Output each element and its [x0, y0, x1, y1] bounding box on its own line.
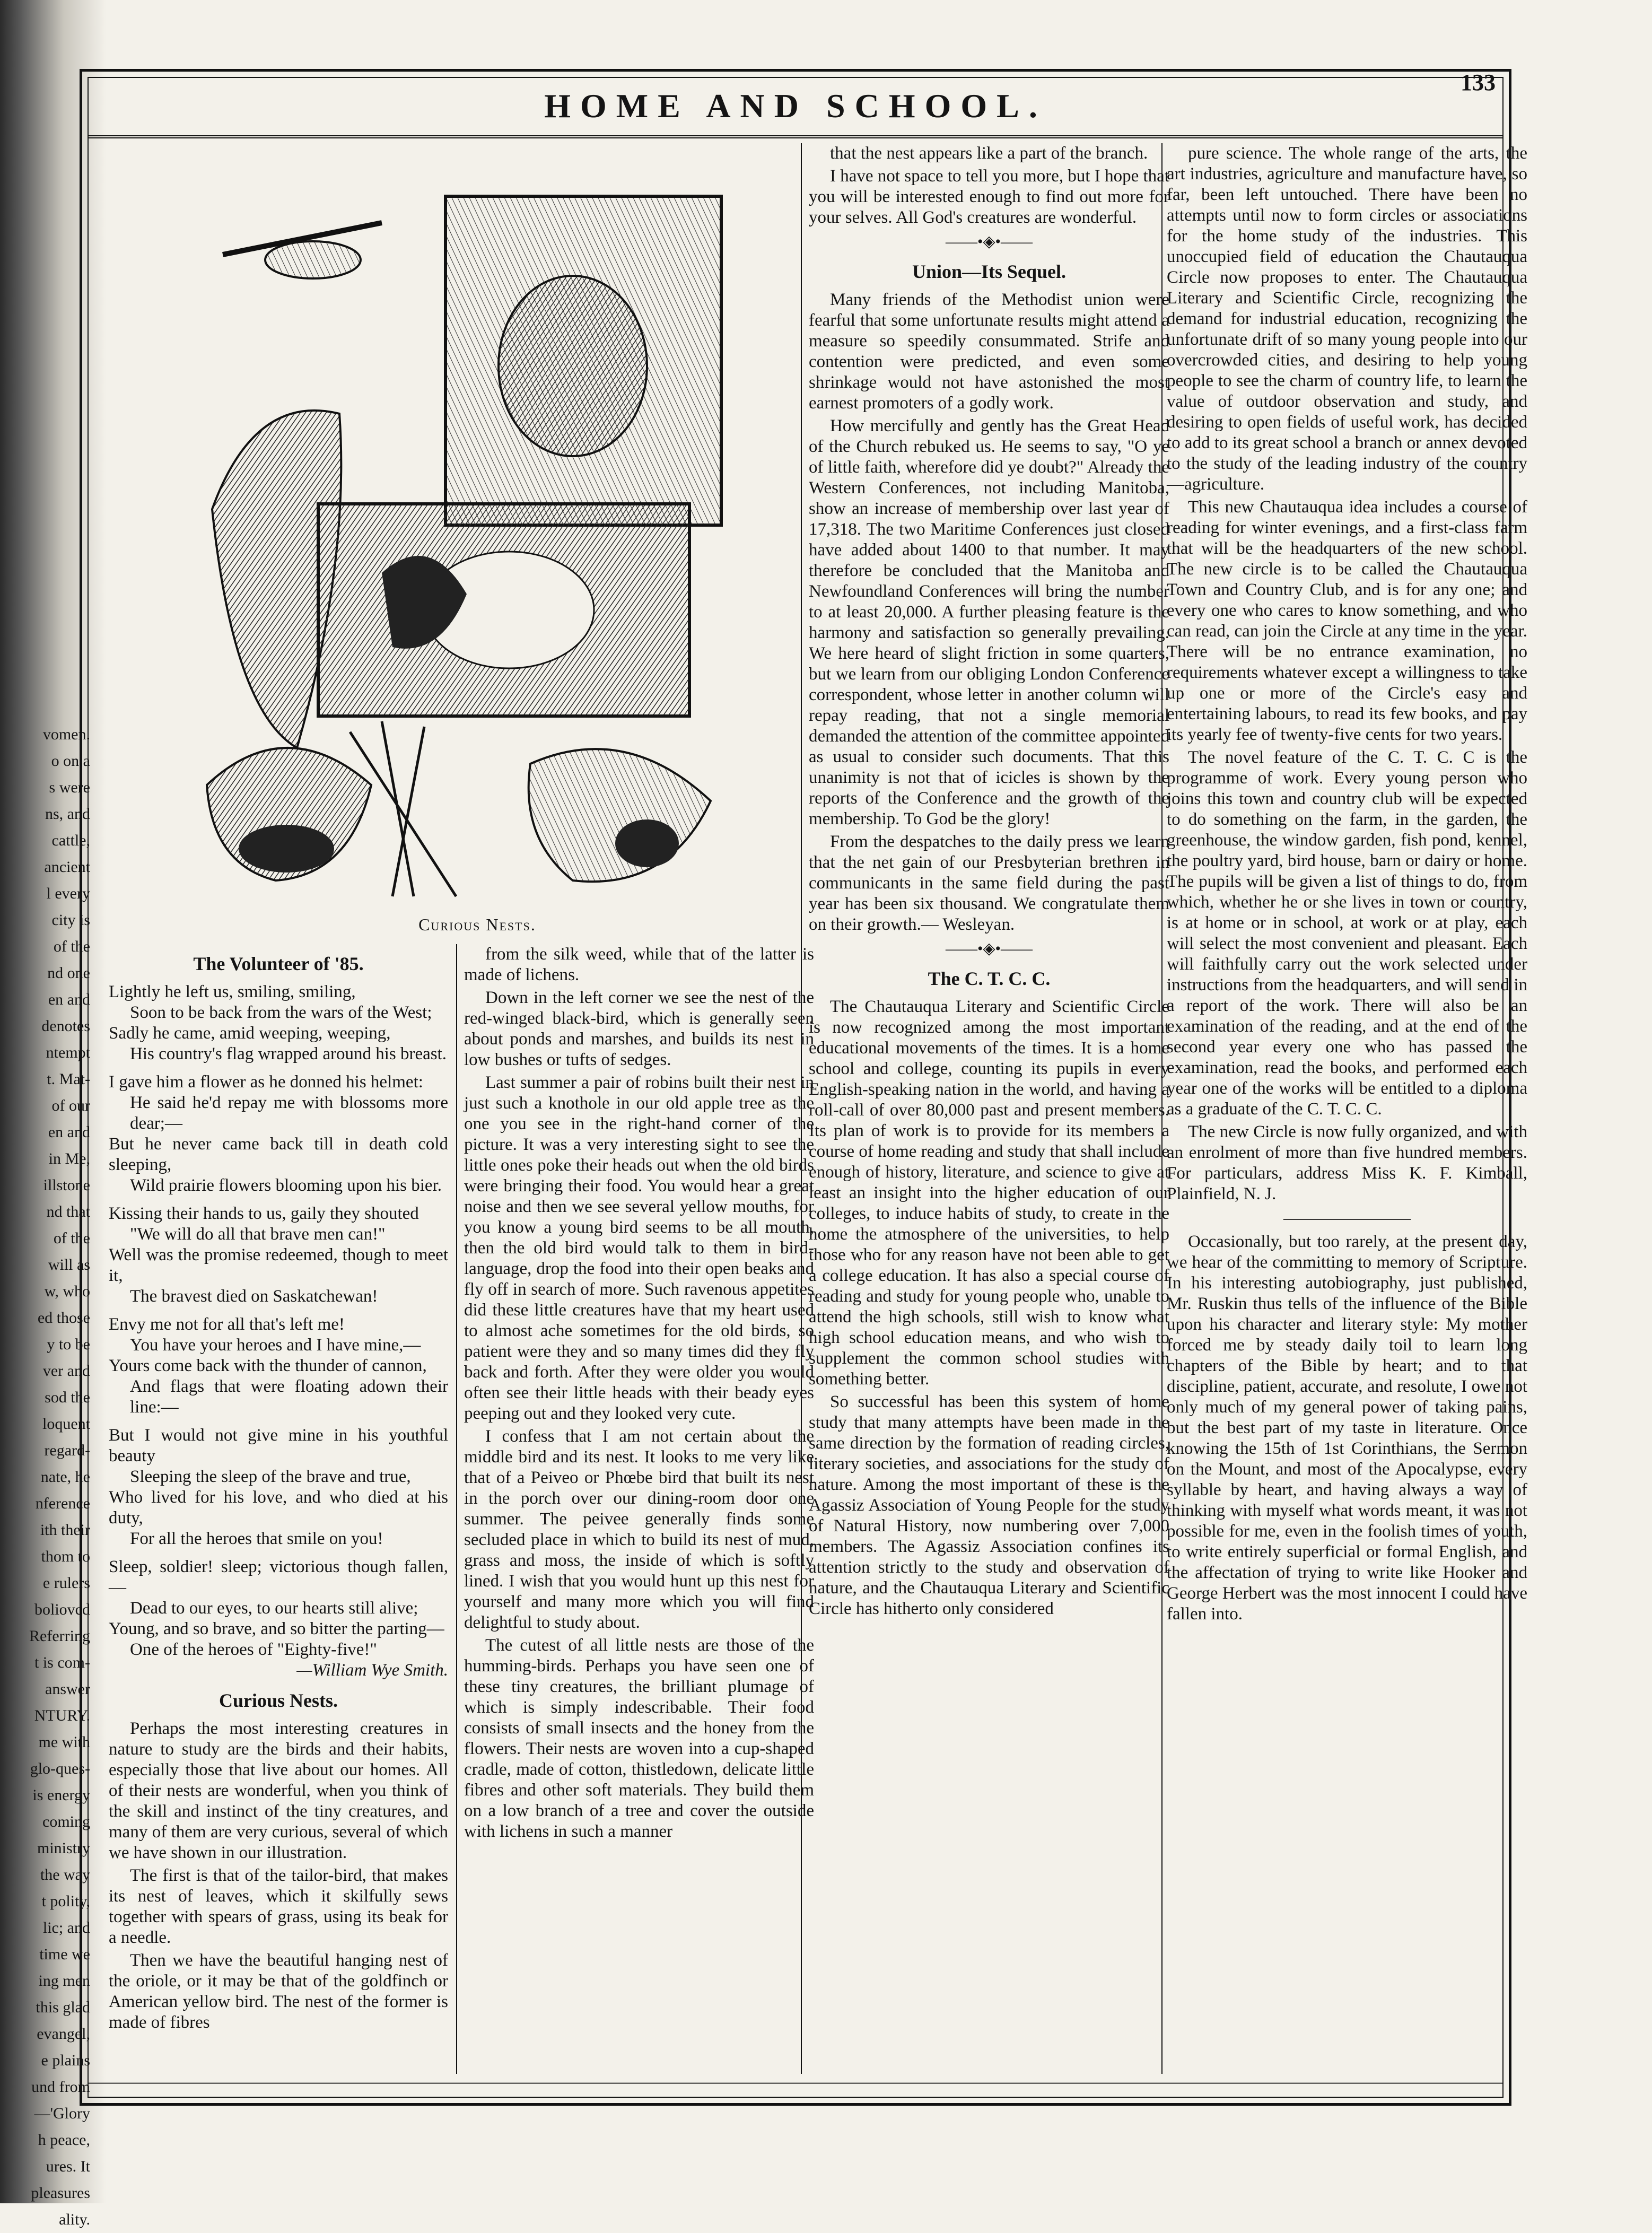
poem-line: Sleeping the sleep of the brave and true,	[130, 1467, 411, 1486]
paragraph: pure science. The whole range of the arts, the art industries, agriculture and manufacture have, so far, been left untouched. There have been no attempts until now to form circles or associations for the home study of the industries. This unoccupied field of education the Chautauqua Circle now proposes to enter. The Chautauqua Literary and Scientific Circle, recognizing the demand for industrial education, recognizing the unfortunate drift of so many young people into our overcrowded cities, and desiring to help young people to see the charm of country life, to learn the value of outdoor observation and study, and desiring to open fields of useful work, has decided to add to its great school a branch or annex devoted to the study of the leading industry of the country—agriculture.	[1167, 144, 1527, 494]
page-number: 133	[1461, 69, 1496, 95]
prev-page-fragment: glo-ques-	[30, 1760, 90, 1777]
paragraph: Last summer a pair of robins built their nest in just such a knothole in our old apple tree as the one you see in the right-hand corner of the picture. It was a very interesting sight to see the little ones poke their heads out when the old birds were bringing their food. You would hear a great noise and then we see several yellow mouths, for you know a young bird seems to be all mouth, then the old bird would talk to them in bird-language, drop the food into their open beaks and fly off in search of more. Such ravenous appetites did these little creatures have that my heart used to almost ache sometimes for the old birds, so patient were they and so many times did they fly back and forth. After they were older you would often see their little heads with their beady eyes peeping out and they looked very cute.	[464, 1073, 814, 1423]
prev-page-fragment: loquent	[42, 1415, 90, 1433]
poem-line: Sadly he came, amid weeping, weeping,	[109, 1024, 391, 1043]
union-title: Union—Its Sequel.	[912, 261, 1067, 282]
prev-page-fragment: ures. It	[46, 2158, 90, 2175]
prev-page-fragment: vomen.	[42, 726, 90, 743]
section-divider-ornament: ——•◈•——	[945, 940, 1033, 957]
poem-line: Dead to our eyes, to our hearts still alive;	[130, 1599, 418, 1618]
prev-page-fragment: of the	[53, 1229, 90, 1247]
paragraph: So successful has been this system of home study that many attempts have been made in the same direction by the formation of reading circles, literary societies, and associations for the study of nature. Among the most important of these is the Agassiz Association of Young People for the study of Natural History, now numbering over 7,000 members. The Agassiz Association confines its attention strictly to the study and observation of nature, and the Chautauqua Literary and Scientific Circle has hitherto only considered	[809, 1392, 1169, 1618]
paragraph: The novel feature of the C. T. C. C is the programme of work. Every young person who joins this town and country club will be expected to do something on the farm, in the garden, the greenhouse, the window garden, fish pond, kennel, the poultry yard, bird house, barn or dairy or home. The pupils will be given a list of things to do, from which, whether he or she lives in town or country, is at home or in school, at work or at play, each will select the most convenient and pleasant. Each will faithfully carry out the work selected under instructions from the headquarters, and will send in a report of the work. There will also be an examination of the reading, and at the end of the second year every one who has passed the examination, read the books, and performed each year one of the works will be entitled to a diploma as a graduate of the C. T. C. C.	[1167, 748, 1527, 1119]
previous-page-fragments	[0, 721, 90, 2228]
prev-page-fragment: will as	[48, 1256, 90, 1273]
ctcc-body-2	[1167, 143, 1527, 1205]
poem-line: Who lived for his love, and who died at his duty,	[109, 1488, 448, 1528]
curious-nests-illustration	[191, 191, 742, 907]
column-divider	[456, 944, 457, 2074]
prev-page-fragment: ith their	[40, 1521, 90, 1539]
paragraph: Down in the left corner we see the nest of the red-winged black-bird, which is generally seen about ponds and marshes, and builds its nest in low bushes or tufts of sedges.	[464, 988, 814, 1069]
prev-page-fragment: lic; and	[42, 1919, 90, 1937]
prev-page-fragment: boliovcd	[34, 1601, 90, 1618]
prev-page-fragment: is energy	[32, 1786, 90, 1804]
prev-page-fragment: l every	[46, 885, 90, 902]
poem-line: You have your heroes and I have mine,—	[130, 1336, 421, 1355]
paragraph: Perhaps the most interesting creatures in nature to study are the birds and their habits, especially those that live about our homes. All of their nests are wonderful, when you think of the skill and instinct of the tiny creatures, and many of them are very curious, several of which we have shown in our illustration.	[109, 1719, 448, 1862]
poem-line: Yours come back with the thunder of cannon,	[109, 1356, 427, 1375]
prev-page-fragment: sod the	[45, 1389, 90, 1406]
ctcc-title: The C. T. C. C.	[928, 968, 1051, 989]
prev-page-fragment: NTURY.	[34, 1707, 90, 1724]
paragraph: The first is that of the tailor-bird, that makes its nest of leaves, which it skilfully sews together with spears of grass, using its beak for a needle.	[109, 1866, 448, 1947]
prev-page-fragment: e rulers	[42, 1574, 90, 1592]
prev-page-fragment: denotes	[41, 1017, 90, 1035]
prev-page-fragment: ntempt	[46, 1044, 90, 1061]
prev-page-fragment: cattle,	[51, 832, 90, 849]
poem-line: He said he'd repay me with blossoms more dear;—	[130, 1093, 448, 1133]
prev-page-fragment: coming	[42, 1813, 90, 1830]
volunteer-poem	[109, 982, 448, 1660]
prev-page-fragment: pleasures	[31, 2184, 90, 2202]
prev-page-fragment: answer	[45, 1680, 90, 1698]
poem-line	[109, 1196, 448, 1203]
prev-page-fragment: ed those	[37, 1309, 90, 1327]
nests-body-2	[464, 944, 814, 1842]
poem-line: Sleep, soldier! sleep; victorious though fallen,—	[109, 1557, 448, 1597]
poem-signature: —William Wye Smith.	[296, 1661, 448, 1680]
paragraph: Many friends of the Methodist union were fearful that some unfortunate results might attend a measure so speedily consummated. Strife and contention were predicted, and even some shrinkage would not have astonished the most earnest promoters of a godly work.	[809, 290, 1169, 413]
occasionally-paragraph: Occasionally, but too rarely, at the present day, we hear of the committing to memory of Scripture. In his interesting autobiography, just published, Mr. Ruskin thus tells of the influence of the Bible upon his character and literary style: My mother forced me by steady daily toil to learn long chapters of the Bible by heart; and to that discipline, patient, accurate, and resolute, I owe not only much of my general power of taking pains, but the best part of my taste in literature. Once knowing the 15th of 1st Corinthians, the Sermon on the Mount, and most of the Apocalypse, every syllable by heart, and having always a way of thinking with myself what words meant, it was not possible for me, even in the foolish times of youth, to write entirely superficial or formal English, and the affectation of trying to write like Hooker and George Herbert was the most innocent I could have fallen into.	[1167, 1232, 1527, 1624]
prev-page-fragment: ver and	[42, 1362, 90, 1380]
poem-line: The bravest died on Saskatchewan!	[130, 1287, 378, 1306]
prev-page-fragment: time we	[39, 1946, 90, 1963]
poem-line: Wild prairie flowers blooming upon his bier.	[130, 1176, 442, 1195]
paragraph: From the despatches to the daily press we learn that the net gain of our Presbyterian brethren in communicants in the same field during the past year has been six thousand. We congratulate them on their growth.— Wesleyan.	[809, 832, 1169, 934]
prev-page-fragment: thom to	[41, 1548, 90, 1565]
poem-line	[109, 1549, 448, 1557]
prev-page-fragment: —'Glory	[34, 2105, 90, 2122]
prev-page-fragment: y to be	[47, 1336, 90, 1353]
paragraph: I have not space to tell you more, but I hope that you will be interested enough to find out more for your selves. All God's creatures are wonderful.	[809, 167, 1169, 227]
poem-line: Kissing their hands to us, gaily they shouted	[109, 1204, 419, 1223]
prev-page-fragment: e plains	[41, 2052, 90, 2069]
paragraph: that the nest appears like a part of the branch.	[830, 144, 1148, 163]
prev-page-fragment: und from	[31, 2078, 90, 2096]
poem-line: Lightly he left us, smiling, smiling,	[109, 982, 356, 1001]
nests-body-1	[109, 1719, 448, 2033]
prev-page-fragment: Referring	[29, 1627, 90, 1645]
prev-page-fragment: of our	[51, 1097, 90, 1114]
poem-line: For all the heroes that smile on you!	[130, 1529, 383, 1548]
union-body	[809, 290, 1169, 935]
paragraph: The Chautauqua Literary and Scientific Circle is now recognized among the most important educational movements of the times. It is a home school and college, counting its pupils in every English-speaking nation in the world, and having a roll-call of over 80,000 past and present members. Its plan of work is to provide for its members a course of home reading and study that shall include enough of history, literature, and science to give at least an insight into the higher education of our colleges, to induce habits of study, to create in the home the atmosphere of the universities, to help those who for any reason have not been able to get a college education. It has also a special course of reading and study for young people who, unable to attend the high schools, still wish to know what high school education means, and who wish to supplement the common school studies with something better.	[809, 997, 1169, 1389]
nests-body-3	[809, 143, 1169, 228]
prev-page-fragment: ancient	[44, 858, 90, 876]
poem-line: And flags that were floating adown their line:—	[130, 1377, 448, 1417]
volunteer-title: The Volunteer of '85.	[193, 953, 364, 974]
prev-page-fragment: in Me,	[48, 1150, 90, 1167]
prev-page-fragment: h peace,	[38, 2131, 90, 2149]
column-2	[464, 944, 814, 1844]
prev-page-fragment: ality.	[59, 2211, 90, 2228]
poem-line: But he never came back till in death cold sleeping,	[109, 1135, 448, 1174]
column-1	[109, 944, 448, 2035]
poem-line: One of the heroes of "Eighty-five!"	[130, 1640, 377, 1659]
nests-title: Curious Nests.	[218, 1690, 338, 1711]
poem-line	[109, 1307, 448, 1314]
prev-page-fragment: t polity,	[41, 1892, 90, 1910]
prev-page-fragment: s were	[49, 779, 90, 796]
poem-line: Envy me not for all that's left me!	[109, 1315, 345, 1334]
illustration-caption: Curious Nests.	[418, 915, 536, 934]
prev-page-fragment: city is	[51, 911, 90, 929]
prev-page-fragment: w, who	[44, 1283, 90, 1300]
prev-page-fragment: illstone	[43, 1176, 90, 1194]
prev-page-fragment: nate, he	[40, 1468, 90, 1486]
prev-page-fragment: of the	[53, 938, 90, 955]
section-divider-ornament: ——•◈•——	[945, 233, 1033, 250]
masthead: HOME AND SCHOOL.	[544, 87, 1047, 125]
prev-page-fragment: ing men	[38, 1972, 90, 1990]
prev-page-fragment: o on a	[51, 752, 90, 770]
prev-page-fragment: en and	[48, 991, 90, 1008]
poem-line	[109, 1418, 448, 1425]
masthead-rule	[88, 135, 1504, 138]
paragraph: I confess that I am not certain about the middle bird and its nest. It looks to me very like that of a Peiveo or Phœbe bird that built its nest in the porch over our dining-room door one summer. The peivee generally finds some secluded place in which to build its nest of mud, grass and moss, the inside of which is softly lined. I wish that you would hunt up this nest for yourself and many more which you will find delightful to study about.	[464, 1427, 814, 1632]
prev-page-fragment: evangel,	[37, 2025, 90, 2043]
page-bottom-rule	[88, 2082, 1504, 2084]
paragraph: from the silk weed, while that of the latter is made of lichens.	[464, 945, 814, 984]
ctcc-body-1	[809, 997, 1169, 1619]
poem-line: Soon to be back from the wars of the West;	[130, 1003, 432, 1022]
poem-line: "We will do all that brave men can!"	[130, 1225, 386, 1244]
column-4	[1167, 143, 1527, 1625]
prev-page-fragment: ministry	[37, 1839, 90, 1857]
prev-page-fragment: this glad	[36, 1999, 90, 2016]
prev-page-fragment: nd that	[46, 1203, 90, 1220]
prev-page-fragment: nference	[35, 1495, 90, 1512]
paragraph: This new Chautauqua idea includes a course of reading for winter evenings, and a first-class farm that will be the headquarters of the new school. The new circle is to be called the Chautauqua Town and Country Club, and is for any one; and every one who cares to know something, and who can read, can join the Circle at any time in the year. There will be no entrance examination, no requirements whatever except a willingness to take up one or more of the Circle's easy and entertaining labours, to read its few books, and pay its yearly fee of twenty-five cents for two years.	[1167, 498, 1527, 744]
prev-page-fragment: me with	[38, 1733, 90, 1751]
poem-line	[109, 1065, 448, 1072]
poem-line: His country's flag wrapped around his breast.	[130, 1044, 447, 1063]
paragraph: The cutest of all little nests are those of the humming-birds. Perhaps you have seen one of these tiny creatures, the brilliant plumage of which is simply indescribable. Their food consists of small insects and the honey from the flowers. Their nests are woven into a cup-shaped cradle, made of cotton, thistledown, delicate little fibres and other soft materials. They build them on a low branch of a tree and cover the outside with lichens in such a manner	[464, 1636, 814, 1841]
poem-line: Well was the promise redeemed, though to meet it,	[109, 1245, 448, 1285]
poem-line: I gave him a flower as he donned his helmet:	[109, 1072, 423, 1092]
section-divider-rule: ————————	[1283, 1209, 1411, 1227]
column-3	[809, 143, 1169, 1621]
prev-page-fragment: ns, and	[45, 805, 90, 823]
prev-page-fragment: t. Mat-	[47, 1070, 90, 1088]
poem-line: But I would not give mine in his youthful beauty	[109, 1426, 448, 1466]
prev-page-fragment: regard-	[44, 1442, 90, 1459]
paragraph: Then we have the beautiful hanging nest of the oriole, or it may be that of the goldfinch or American yellow bird. The nest of the former is made of fibres	[109, 1951, 448, 2032]
prev-page-fragment: t is com-	[34, 1654, 90, 1671]
prev-page-fragment: the way	[40, 1866, 90, 1883]
paragraph: How mercifully and gently has the Great Head of the Church rebuked us. He seems to say, "O ye of little faith, wherefore did ye doubt?" Already the Western Conferences, not including Manitoba, show an increase of membership over last year of 17,318. The two Maritime Conferences just closed have added about 1400 to that number. It may therefore be concluded that the Manitoba and Newfoundland Conferences will bring the number to at least 20,000. A further pleasing feature is the harmony and satisfaction so generally prevailing. We here heard of slight friction in some quarters, but we learn from our obliging London Conference correspondent, whose letter in another column will repay reading, that not a single memorial demanded the attention of the committee appointed as usual to consider such documents. That this unanimity is not that of icicles is shown by the reports of the Conference and the growth of the membership. To God be the glory!	[809, 416, 1169, 828]
prev-page-fragment: nd one	[47, 964, 90, 982]
poem-line: Young, and so brave, and so bitter the parting—	[109, 1619, 444, 1638]
paragraph: The new Circle is now fully organized, and with an enrolment of more than five hundred members. For particulars, address Miss K. F. Kimball, Plainfield, N. J.	[1167, 1122, 1527, 1203]
prev-page-fragment: en and	[48, 1123, 90, 1141]
